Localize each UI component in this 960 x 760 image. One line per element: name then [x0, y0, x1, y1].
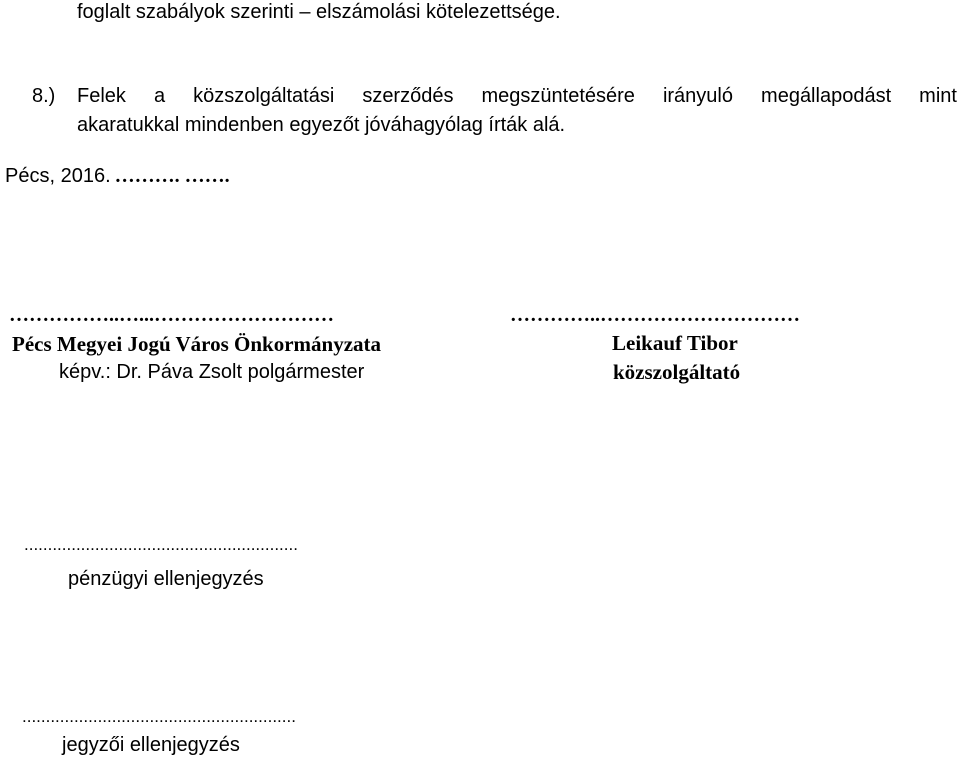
signatory-role-left: képv.: Dr. Páva Zsolt polgármester: [59, 361, 365, 383]
signature-line-left: ……………..…...………………………: [9, 304, 334, 326]
word: mint: [919, 85, 957, 107]
place-date: [5, 166, 230, 186]
signatory-role-right: közszolgáltató: [613, 360, 741, 384]
clause-7-tail: foglalt szabályok szerinti – elszámolási kötelezettsége.: [77, 1, 561, 23]
notary-countersign-label: jegyzői ellenjegyzés: [62, 734, 240, 756]
place-date-prefix: Pécs, 2016.: [5, 165, 111, 187]
signatory-name-left: Pécs Megyei Jogú Város Önkormányzata: [12, 332, 382, 356]
word: szerződés: [362, 85, 454, 107]
financial-countersign-line: ..........................................................: [24, 535, 298, 554]
notary-countersign-line: ..........................................................: [22, 707, 296, 726]
word: Felek: [77, 85, 126, 107]
word: megállapodást: [761, 85, 892, 107]
word: megszüntetésére: [481, 85, 635, 107]
word: irányuló: [662, 85, 733, 107]
word: a: [153, 85, 166, 107]
signature-line-right: …………..…………………………: [510, 304, 800, 326]
word: közszolgáltatási: [193, 85, 335, 107]
clause-number: 8.): [32, 85, 56, 107]
clause-8-line-1: [77, 86, 957, 106]
signatory-name-right: Leikauf Tibor: [612, 331, 738, 355]
clause-8-line-2: akaratukkal mindenben egyezőt jóváhagyólag írták alá.: [77, 114, 566, 136]
date-blank: ………. …….: [114, 165, 230, 187]
financial-countersign-label: pénzügyi ellenjegyzés: [68, 568, 264, 590]
